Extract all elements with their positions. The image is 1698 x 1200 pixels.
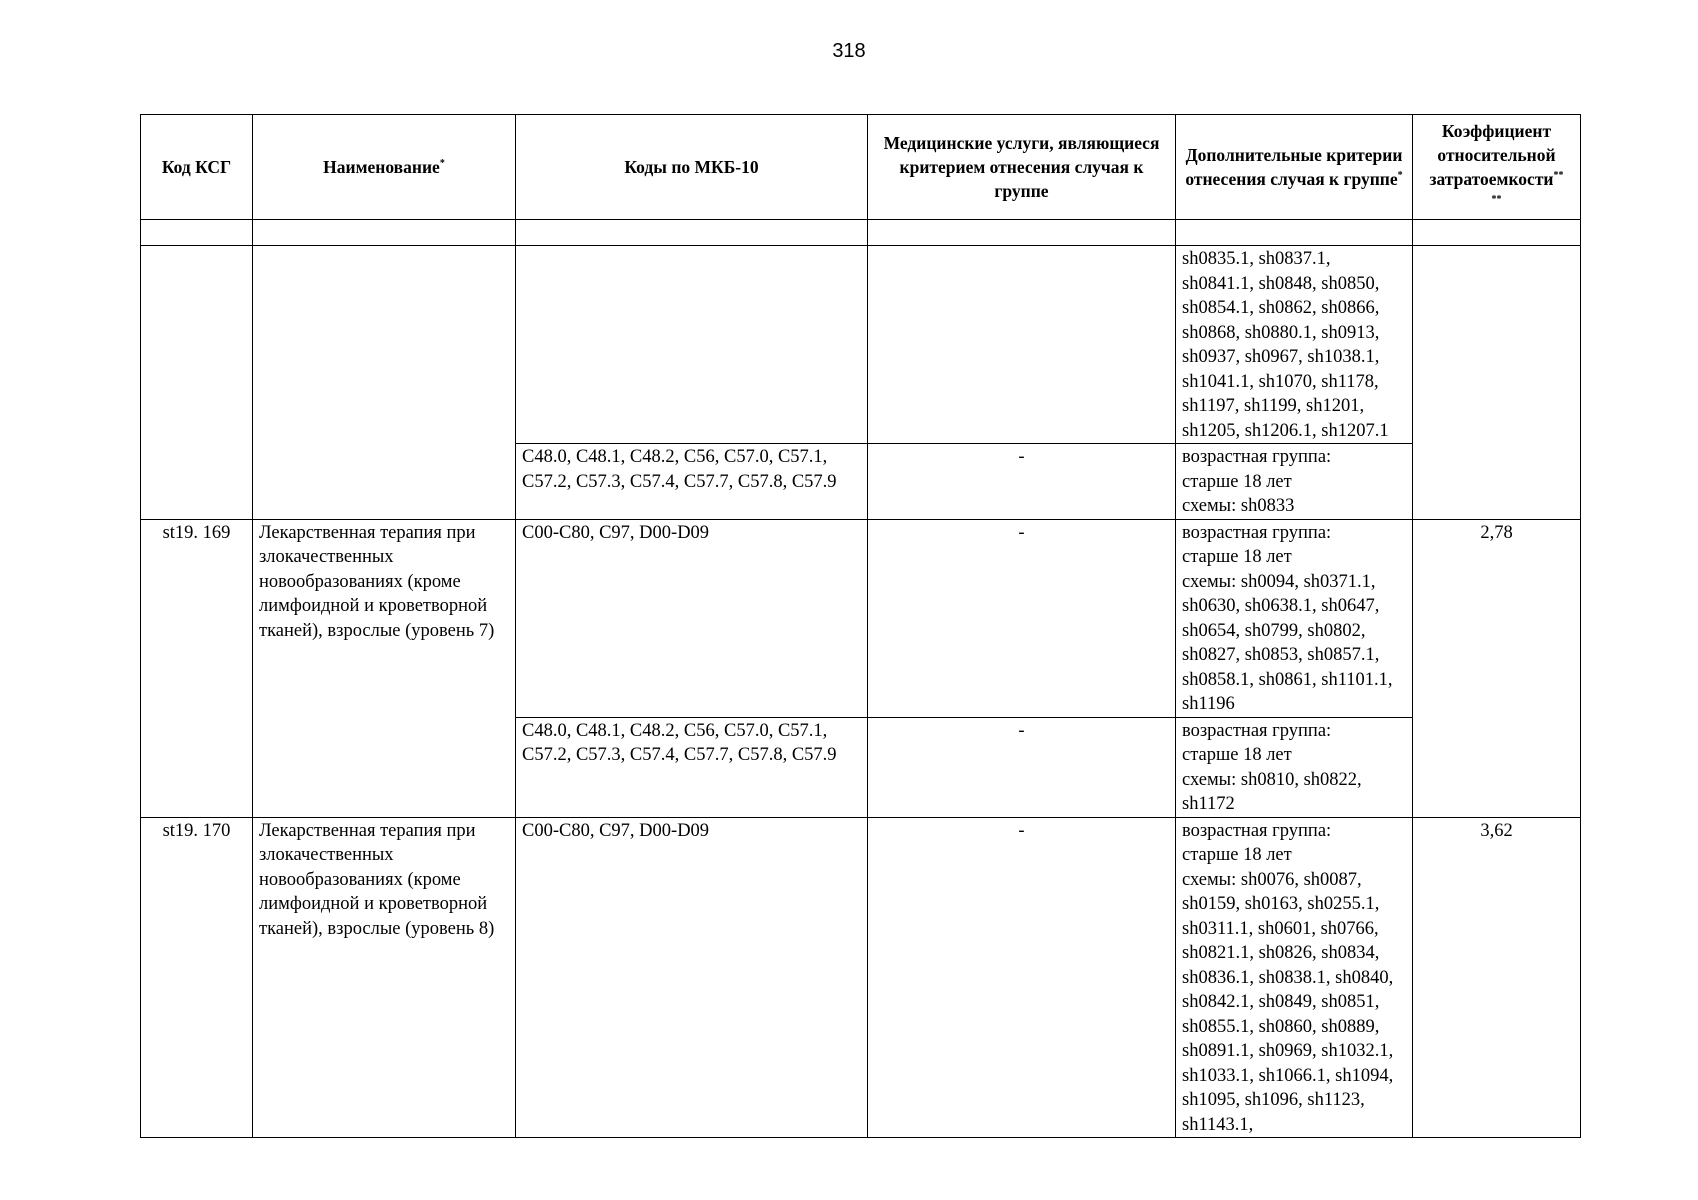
ksg-table	[140, 114, 1581, 1138]
name-cell: Лекарственная терапия при злокачественных новообразованиях (кроме лимфоидной и кроветворной тканей), взрослые (уровень 8)	[253, 817, 516, 1138]
services-cell: -	[868, 444, 1176, 520]
name-cell	[253, 246, 516, 520]
code-cell: st19. 169	[141, 519, 253, 817]
name-cell: Лекарственная терапия при злокачественных новообразованиях (кроме лимфоидной и кроветворной тканей), взрослые (уровень 7)	[253, 519, 516, 817]
criteria-cell: возрастная группа: старше 18 лет схемы: sh0094, sh0371.1, sh0630, sh0638.1, sh0647, sh0654, sh0799, sh0802, sh0827, sh0853, sh0857.1, sh0858.1, sh0861, sh1101.1, sh1196	[1176, 519, 1413, 717]
table-header-row	[141, 115, 1581, 220]
mkb-cell	[516, 246, 868, 444]
mkb-cell: C00-C80, C97, D00-D09	[516, 519, 868, 717]
header-criteria: Дополнительные критерии отнесения случая к группе*	[1176, 115, 1413, 220]
services-cell	[868, 246, 1176, 444]
table-row	[141, 817, 1581, 1138]
footnote-mark: **	[1491, 194, 1502, 206]
criteria-cell: sh0835.1, sh0837.1, sh0841.1, sh0848, sh0850, sh0854.1, sh0862, sh0866, sh0868, sh0880.1, sh0913, sh0937, sh0967, sh1038.1, sh1041.1, sh1070, sh1178, sh1197, sh1199, sh1201, sh1205, sh1206.1, sh1207.1	[1176, 246, 1413, 444]
coef-cell: 2,78	[1413, 519, 1581, 817]
header-coef: Коэффициент относительной затратоемкости** **	[1413, 115, 1581, 220]
header-mkb: Коды по МКБ-10	[516, 115, 868, 220]
services-cell: -	[868, 717, 1176, 817]
footnote-mark: **	[1553, 170, 1564, 182]
mkb-cell: C00-C80, C97, D00-D09	[516, 817, 868, 1138]
table-spacer-row	[141, 220, 1581, 246]
code-cell	[141, 246, 253, 520]
table-row	[141, 519, 1581, 717]
services-cell: -	[868, 519, 1176, 717]
footnote-mark: *	[439, 158, 445, 170]
table-row	[141, 246, 1581, 444]
criteria-cell: возрастная группа: старше 18 лет схемы: sh0810, sh0822, sh1172	[1176, 717, 1413, 817]
header-code: Код КСГ	[141, 115, 253, 220]
services-cell: -	[868, 817, 1176, 1138]
header-services: Медицинские услуги, являющиеся критерием отнесения случая к группе	[868, 115, 1176, 220]
footnote-mark: *	[1397, 170, 1403, 182]
criteria-cell: возрастная группа: старше 18 лет схемы: sh0833	[1176, 444, 1413, 520]
mkb-cell: C48.0, C48.1, C48.2, C56, C57.0, C57.1, C57.2, C57.3, C57.4, C57.7, C57.8, C57.9	[516, 717, 868, 817]
mkb-cell: C48.0, C48.1, C48.2, C56, C57.0, C57.1, C57.2, C57.3, C57.4, C57.7, C57.8, C57.9	[516, 444, 868, 520]
header-name: Наименование*	[253, 115, 516, 220]
page-number: 318	[832, 40, 866, 62]
coef-cell: 3,62	[1413, 817, 1581, 1138]
coef-cell	[1413, 246, 1581, 520]
code-cell: st19. 170	[141, 817, 253, 1138]
criteria-cell: возрастная группа: старше 18 лет схемы: sh0076, sh0087, sh0159, sh0163, sh0255.1, sh0311.1, sh0601, sh0766, sh0821.1, sh0826, sh0834, sh0836.1, sh0838.1, sh0840, sh0842.1, sh0849, sh0851, sh0855.1, sh0860, sh0889, sh0891.1, sh0969, sh1032.1, sh1033.1, sh1066.1, sh1094, sh1095, sh1096, sh1123, sh1143.1,	[1176, 817, 1413, 1138]
